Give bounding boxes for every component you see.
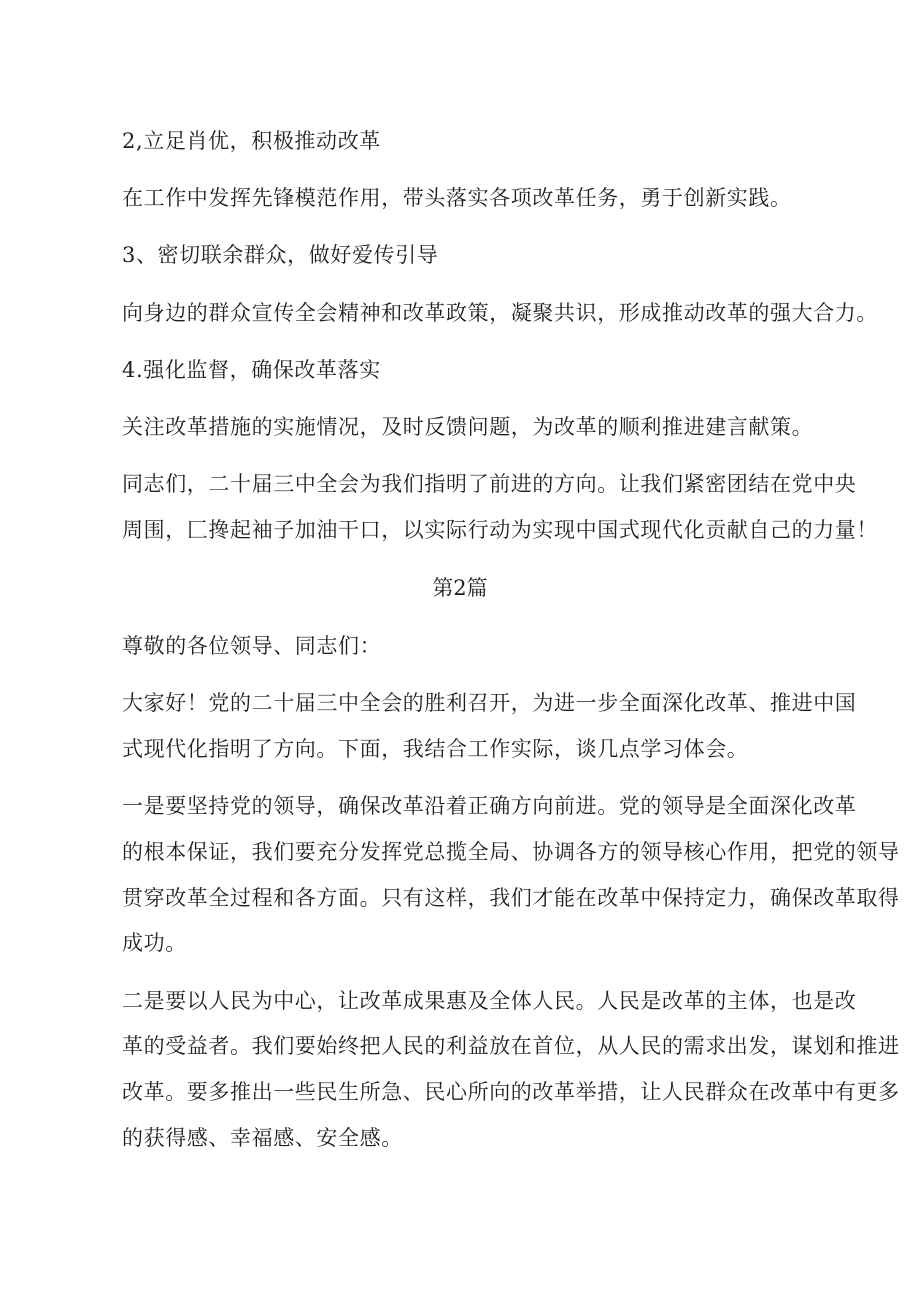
- salutation: 尊敬的各位领导、同志们：: [122, 634, 382, 658]
- paragraph-line: 同志们，二十届三中全会为我们指明了前进的方向。让我们紧密团结在党中央: [122, 472, 857, 496]
- paragraph-line: 革的受益者。我们要始终把人民的利益放在首位，从人民的需求出发，谋划和推进: [122, 1034, 900, 1058]
- paragraph-line: 二是要以人民为中心，让改革成果惠及全体人民。人民是改革的主体，也是改: [122, 989, 857, 1013]
- section-heading-2: 2,立足肖优，积极推动改革: [122, 129, 381, 153]
- paragraph-line: 向身边的群众宣传全会精神和改革政策，凝聚共识，形成推动改革的强大合力。: [122, 301, 878, 325]
- paragraph-line: 在工作中发挥先锋模范作用，带头落实各项改革任务，勇于创新实践。: [122, 186, 792, 210]
- section-heading-3: 3、密切联余群众，做好爱传引导: [122, 243, 439, 267]
- paragraph-line: 一是要坚持党的领导，确保改革沿着正确方向前进。党的领导是全面深化改革: [122, 794, 857, 818]
- section-heading-4: 4.强化监督，确保改革落实: [122, 358, 381, 382]
- paragraph-line: 成功。: [122, 931, 187, 955]
- paragraph-line: 式现代化指明了方向。下面，我结合工作实际，谈几点学习体会。: [122, 737, 749, 761]
- paragraph-line: 周围，匚搀起袖子加油干口，以实际行动为实现中国式现代化贡献自己的力量！: [122, 518, 878, 542]
- paragraph-line: 的根本保证，我们要充分发挥党总揽全局、协调各方的领导核心作用，把党的领导: [122, 840, 900, 864]
- paragraph-line: 关注改革措施的实施情况，及时反馈问题，为改革的顺利推进建言献策。: [122, 415, 814, 439]
- section-title: 第2篇: [432, 576, 488, 600]
- paragraph-line: 贯穿改革全过程和各方面。只有这样，我们才能在改革中保持定力，确保改革取得: [122, 886, 900, 910]
- paragraph-line: 大家好！党的二十届三中全会的胜利召开，为进一步全面深化改革、推进中国: [122, 691, 857, 715]
- paragraph-line: 的获得感、幸福感、安全感。: [122, 1126, 403, 1150]
- paragraph-line: 改革。要多推出一些民生所急、民心所向的改革举措，让人民群众在改革中有更多: [122, 1080, 900, 1104]
